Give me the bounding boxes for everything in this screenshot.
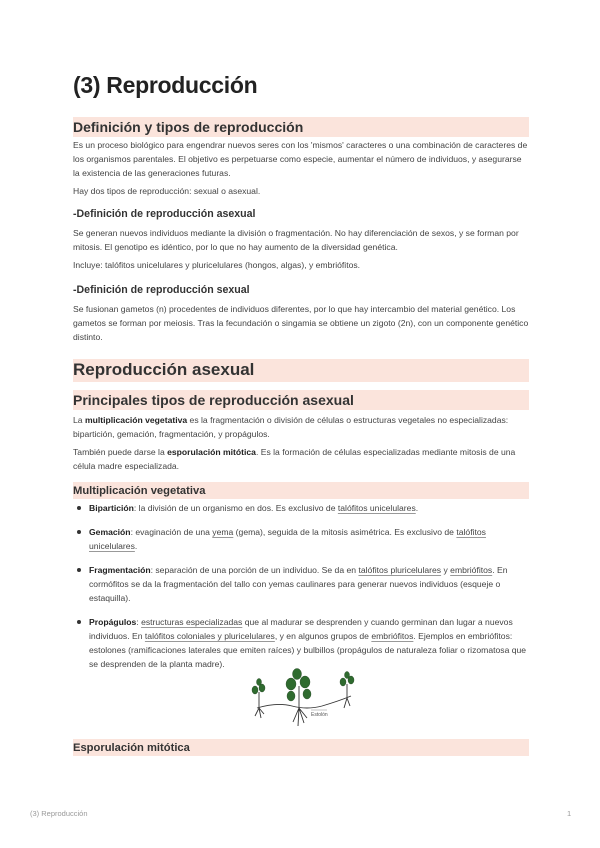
subsection-heading-tipos-asexual: Principales tipos de reproducción asexual bbox=[73, 390, 529, 410]
link-yema[interactable]: yema bbox=[212, 527, 234, 537]
link-talofitos-unicelulares[interactable]: talófitos unicelulares bbox=[337, 503, 416, 513]
term-esporulacion-mitotica: esporulación mitótica bbox=[167, 447, 256, 457]
heading-esporulacion-mitotica: Esporulación mitótica bbox=[73, 739, 529, 756]
paragraph-tipos: Hay dos tipos de reproducción: sexual o asexual. bbox=[73, 186, 261, 196]
heading-definicion-sexual: -Definición de reproducción sexual bbox=[73, 284, 250, 296]
link-talofitos-unicelulares[interactable]: talófitos unicelulares bbox=[89, 527, 486, 551]
bullet-icon bbox=[77, 506, 81, 510]
heading-multiplicacion-vegetativa: Multiplicación vegetativa bbox=[73, 482, 529, 499]
paragraph-asexual-incluye: Incluye: talófitos unicelulares y pluricelulares (hongos, algas), y embriófitos. bbox=[73, 260, 361, 270]
section-heading-definicion: Definición y tipos de reproducción bbox=[73, 117, 529, 137]
heading-definicion-asexual: -Definición de reproducción asexual bbox=[73, 208, 256, 220]
link-talofitos-pluricelulares[interactable]: talófitos pluricelulares bbox=[358, 565, 442, 575]
list-item-biparticion: Bipartición: la división de un organismo en dos. Es exclusivo de talófitos unicelulares. bbox=[73, 501, 529, 515]
paragraph-multiplicacion: La multiplicación vegetativa es la fragmentación o división de células o estructuras vegetales no especializadas: bipartición, gemación, fragmentación, y propágulos. bbox=[73, 415, 509, 439]
paragraph-esporulacion: También puede darse la esporulación mitótica. Es la formación de células especializadas mediante mitosis de una célula madre especializada. bbox=[73, 447, 516, 471]
footer-title: (3) Reproducción bbox=[30, 809, 88, 818]
paragraph-sexual: Se fusionan gametos (n) procedentes de individuos diferentes, por lo que hay intercambio del material genético. Los gametos se forman por meiosis. Tras la fecundación o singamia se obtiene un zigoto (2n), con un componente genético distinto. bbox=[73, 304, 529, 342]
footer-page-number: 1 bbox=[567, 809, 572, 818]
figure-label: Estolón bbox=[311, 712, 328, 718]
paragraph-definicion: Es un proceso biológico para engendrar nuevos seres con los 'mismos' caracteres o una combinación de caracteres de los organismos parentales. El objetivo es perpetuarse como especie, aumentar el número de individuos, y asegurarse la existencia de las generaciones futuras. bbox=[73, 140, 528, 178]
bullet-icon bbox=[77, 530, 81, 534]
stolon-illustration bbox=[247, 668, 359, 734]
section-heading-asexual: Reproducción asexual bbox=[73, 359, 529, 382]
page-title: (3) Reproducción bbox=[73, 72, 258, 98]
link-embriofitos[interactable]: embriófitos bbox=[450, 565, 493, 575]
bullet-icon bbox=[77, 568, 81, 572]
term-multiplicacion-vegetativa: multiplicación vegetativa bbox=[84, 415, 188, 425]
list-item-gemacion: Gemación: evaginación de una yema (gema), seguida de la mitosis asimétrica. Es exclusivo de talófitos unicelulares. bbox=[73, 525, 529, 553]
link-talofitos-coloniales[interactable]: talófitos coloniales y pluricelulares bbox=[144, 631, 275, 641]
link-estructuras-especializadas[interactable]: estructuras especializadas bbox=[141, 617, 243, 627]
list-item-propagulos: Propágulos: estructuras especializadas que al madurar se desprenden y cuando germinan dan lugar a nuevos individuos. En talófitos coloniales y pluricelulares, y en algunos grupos de embriófitos. Ejemplos en embriófitos: estolones (ramificaciones laterales que emiten raíces) y bulbillos (propágulos de naturaleza foliar o rizomatosa que se desprenden de la planta madre). bbox=[73, 615, 529, 671]
bullet-icon bbox=[77, 620, 81, 624]
link-embriofitos[interactable]: embriófitos bbox=[371, 631, 414, 641]
list-item-fragmentacion: Fragmentación: separación de una porción de un individuo. Se da en talófitos pluricelulares y embriófitos. En cormófitos se da la fragmentación del tallo con yemas caulinares para generar nuevos individuos (esqueje o estaquilla). bbox=[73, 563, 529, 605]
vegetative-list bbox=[73, 501, 529, 671]
paragraph-asexual: Se generan nuevos individuos mediante la división o fragmentación. No hay diferenciación de sexos, y se forman por mitosis. El genotipo es idéntico, por lo que no hay aumento de la diversidad genética. bbox=[73, 228, 519, 252]
